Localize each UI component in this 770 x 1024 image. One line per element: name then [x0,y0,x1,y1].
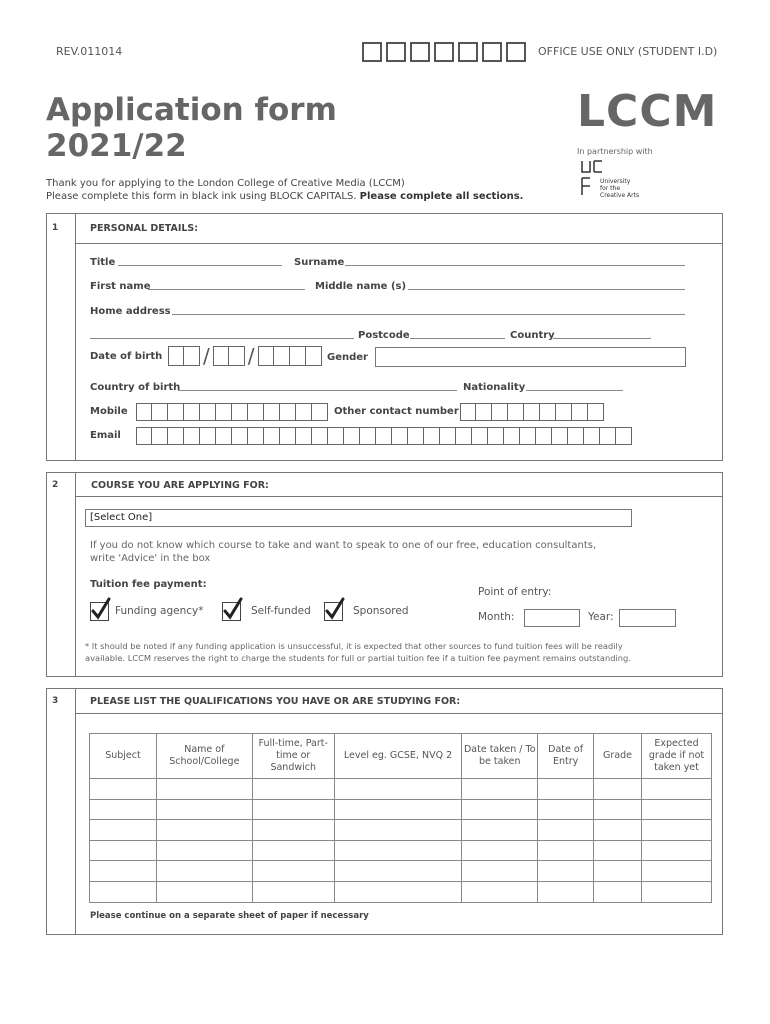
table-cell[interactable] [642,799,712,820]
char-box[interactable] [460,403,476,421]
char-box[interactable] [216,403,232,421]
uca-text-line-1: University [600,178,631,185]
table-cell[interactable] [642,779,712,800]
office-id-box [386,42,406,62]
postcode-label: Postcode [358,330,410,341]
table-cell[interactable] [462,799,538,820]
section-divider [75,496,723,497]
section-number: 1 [52,223,59,233]
char-box[interactable] [152,403,168,421]
section-divider [75,213,76,461]
advice-line-1: If you do not know which course to take and want to speak to one of our free, education consultants, [90,540,597,551]
char-box[interactable] [568,427,584,445]
char-box[interactable] [200,427,216,445]
table-cell[interactable] [642,840,712,861]
continue-note: Please continue on a separate sheet of paper if necessary [90,911,369,921]
table-cell[interactable] [334,861,462,882]
table-cell[interactable] [594,820,642,841]
country-label: Country [510,330,555,341]
table-cell[interactable] [252,799,334,820]
char-box[interactable] [184,403,200,421]
table-cell[interactable] [90,881,157,902]
char-box[interactable] [556,403,572,421]
page-title [46,92,337,164]
table-cell[interactable] [90,799,157,820]
surname-label: Surname [294,257,345,268]
table-cell[interactable] [538,779,594,800]
table-cell[interactable] [594,861,642,882]
char-box[interactable] [152,427,168,445]
dob-field[interactable] [168,346,322,366]
table-cell[interactable] [90,779,157,800]
column-header: Subject [90,734,157,779]
char-box[interactable] [232,427,248,445]
office-id-box [506,42,526,62]
table-cell[interactable] [642,861,712,882]
uca-text-line-2: for the [600,185,621,192]
gender-input[interactable] [375,347,686,367]
table-cell[interactable] [594,779,642,800]
intro-emphasis: Please complete all sections. [359,191,524,202]
section-divider [75,688,76,935]
char-box[interactable] [280,427,296,445]
section-number: 3 [52,696,59,706]
table-cell[interactable] [334,840,462,861]
char-box[interactable] [232,403,248,421]
table-cell[interactable] [156,820,252,841]
footnote-line-2: available. LCCM reserves the right to charge the students for full or partial tuition fee if a tuition fee payment remains outstanding. [85,653,631,663]
table-row [90,820,712,841]
table-cell[interactable] [462,840,538,861]
char-box[interactable] [508,403,524,421]
char-box[interactable] [524,403,540,421]
column-header: Level eg. GCSE, NVQ 2 [334,734,462,779]
funding-agency-checkbox[interactable] [90,602,109,621]
advice-line-2: write 'Advice' in the box [90,553,211,564]
month-input[interactable] [524,609,580,627]
table-cell[interactable] [462,861,538,882]
nationality-label: Nationality [463,382,526,393]
section-divider [75,713,723,714]
char-box[interactable] [328,427,344,445]
char-box[interactable] [264,403,280,421]
check-icon [324,597,346,621]
dob-year-boxes[interactable] [258,346,322,366]
char-box[interactable] [472,427,488,445]
office-id-box [434,42,454,62]
section-number: 2 [52,480,59,490]
column-header: Date of Entry [538,734,594,779]
table-cell[interactable] [334,881,462,902]
table-cell[interactable] [156,779,252,800]
table-cell[interactable] [642,881,712,902]
table-cell[interactable] [462,881,538,902]
char-box[interactable] [184,427,200,445]
char-box[interactable] [248,403,264,421]
char-box[interactable] [456,427,472,445]
table-cell[interactable] [252,820,334,841]
table-row [90,799,712,820]
table-cell[interactable] [90,861,157,882]
funding-footnote [85,640,631,664]
dob-month-boxes[interactable] [213,346,245,366]
surname-field[interactable] [345,265,685,266]
table-cell[interactable] [156,799,252,820]
country-of-birth-field[interactable] [178,390,457,391]
table-cell[interactable] [538,840,594,861]
gender-label: Gender [327,352,368,363]
middle-name-label: Middle name (s) [315,281,407,292]
table-cell[interactable] [642,820,712,841]
partner-label: In partnership with [577,147,653,156]
country-of-birth-label: Country of birth [90,382,181,393]
office-use-label: OFFICE USE ONLY (STUDENT I.D) [538,45,718,58]
table-header-row [90,734,712,779]
table-cell[interactable] [156,861,252,882]
other-contact-label: Other contact number [334,406,459,417]
table-cell[interactable] [252,861,334,882]
char-box[interactable] [488,427,504,445]
table-cell[interactable] [334,779,462,800]
section-divider [75,243,723,244]
table-cell[interactable] [538,861,594,882]
first-name-label: First name [90,281,151,292]
char-box[interactable] [600,427,616,445]
check-icon [222,597,244,621]
table-row [90,861,712,882]
char-box[interactable] [424,427,440,445]
lccm-logo: LCCM [577,86,718,137]
title-label: Title [90,257,116,268]
email-input[interactable] [136,427,632,445]
table-cell[interactable] [538,881,594,902]
middle-name-field[interactable] [408,289,685,290]
title-field[interactable] [118,265,282,266]
table-cell[interactable] [90,820,157,841]
office-id-box [482,42,502,62]
char-box[interactable] [136,427,152,445]
char-box[interactable] [584,427,600,445]
table-row [90,779,712,800]
email-label: Email [90,430,121,441]
char-box[interactable] [312,403,328,421]
home-address-label: Home address [90,306,171,317]
year-label: Year: [588,611,614,623]
course-select[interactable]: [Select One] [85,509,632,527]
char-box[interactable] [504,427,520,445]
advice-note [90,539,596,565]
char-box[interactable] [520,427,536,445]
table-row [90,881,712,902]
char-box[interactable] [616,427,632,445]
revision-code: REV.011014 [56,45,123,58]
section-heading: PERSONAL DETAILS: [90,223,199,234]
char-box[interactable] [200,403,216,421]
self-funded-label: Self-funded [251,605,311,617]
char-box[interactable] [216,427,232,445]
date-separator: / [247,344,255,368]
char-box[interactable] [312,427,328,445]
char-box[interactable] [588,403,604,421]
dob-label: Date of birth [90,351,163,362]
column-header: Expected grade if not taken yet [642,734,712,779]
section-heading: PLEASE LIST THE QUALIFICATIONS YOU HAVE OR ARE STUDYING FOR: [90,696,461,707]
footnote-line-1: * It should be noted if any funding application is unsuccessful, it is expected that other sources to fund tuition fees will be readily [85,641,623,651]
tuition-fee-label: Tuition fee payment: [90,579,207,590]
qualifications-table [89,733,712,903]
table-cell[interactable] [252,840,334,861]
table-cell[interactable] [538,799,594,820]
mobile-label: Mobile [90,406,128,417]
point-of-entry-label: Point of entry: [478,586,552,598]
dob-day-boxes[interactable] [168,346,200,366]
title-line-1: Application form [46,92,337,128]
char-box[interactable] [536,427,552,445]
table-cell[interactable] [538,820,594,841]
sponsored-label: Sponsored [353,605,409,617]
char-box[interactable] [492,403,508,421]
office-id-box [458,42,478,62]
section-divider [75,472,76,677]
intro-line-1: Thank you for applying to the London College of Creative Media (LCCM) [46,178,405,189]
char-box[interactable] [136,403,152,421]
char-box[interactable] [248,427,264,445]
office-id-box [410,42,430,62]
table-cell[interactable] [252,779,334,800]
month-label: Month: [478,611,515,623]
postcode-field[interactable] [410,338,505,339]
table-cell[interactable] [594,840,642,861]
char-box[interactable] [280,403,296,421]
intro-instruction: Please complete this form in black ink using BLOCK CAPITALS. [46,191,360,202]
intro-text [46,177,523,203]
table-cell[interactable] [156,840,252,861]
table-cell[interactable] [90,840,157,861]
column-header: Full-time, Part-time or Sandwich [252,734,334,779]
uca-logo-text [600,178,650,199]
char-box[interactable] [552,427,568,445]
table-cell[interactable] [156,881,252,902]
column-header: Grade [594,734,642,779]
intro-line-2 [46,190,523,203]
uca-text-line-3: Creative Arts [600,192,640,199]
char-box[interactable] [344,427,360,445]
other-contact-input[interactable] [460,403,604,421]
self-funded-checkbox[interactable] [222,602,241,621]
table-row [90,840,712,861]
char-box[interactable] [572,403,588,421]
sponsored-checkbox[interactable] [324,602,343,621]
address-line-2-field[interactable] [90,338,354,339]
home-address-field[interactable] [172,314,685,315]
table-cell[interactable] [462,779,538,800]
table-cell[interactable] [334,820,462,841]
char-box[interactable] [264,427,280,445]
char-box[interactable] [476,403,492,421]
country-field[interactable] [553,338,651,339]
table-cell[interactable] [594,881,642,902]
table-cell[interactable] [334,799,462,820]
table-cell[interactable] [594,799,642,820]
office-id-box [362,42,382,62]
table-cell[interactable] [252,881,334,902]
char-box[interactable] [168,403,184,421]
title-line-2: 2021/22 [46,128,187,164]
char-box[interactable] [296,403,312,421]
char-box[interactable] [296,427,312,445]
date-separator: / [203,344,210,368]
section-heading: COURSE YOU ARE APPLYING FOR: [91,480,269,491]
char-box[interactable] [360,427,376,445]
char-box[interactable] [376,427,392,445]
mobile-input[interactable] [136,403,328,421]
column-header: Name of School/College [156,734,252,779]
char-box[interactable] [440,427,456,445]
check-icon [90,597,112,621]
table-cell[interactable] [462,820,538,841]
char-box[interactable] [168,427,184,445]
column-header: Date taken / To be taken [462,734,538,779]
char-box[interactable] [408,427,424,445]
first-name-field[interactable] [148,289,305,290]
year-input[interactable] [619,609,676,627]
funding-agency-label: Funding agency* [115,605,204,617]
char-box[interactable] [392,427,408,445]
char-box[interactable] [540,403,556,421]
nationality-field[interactable] [526,390,623,391]
